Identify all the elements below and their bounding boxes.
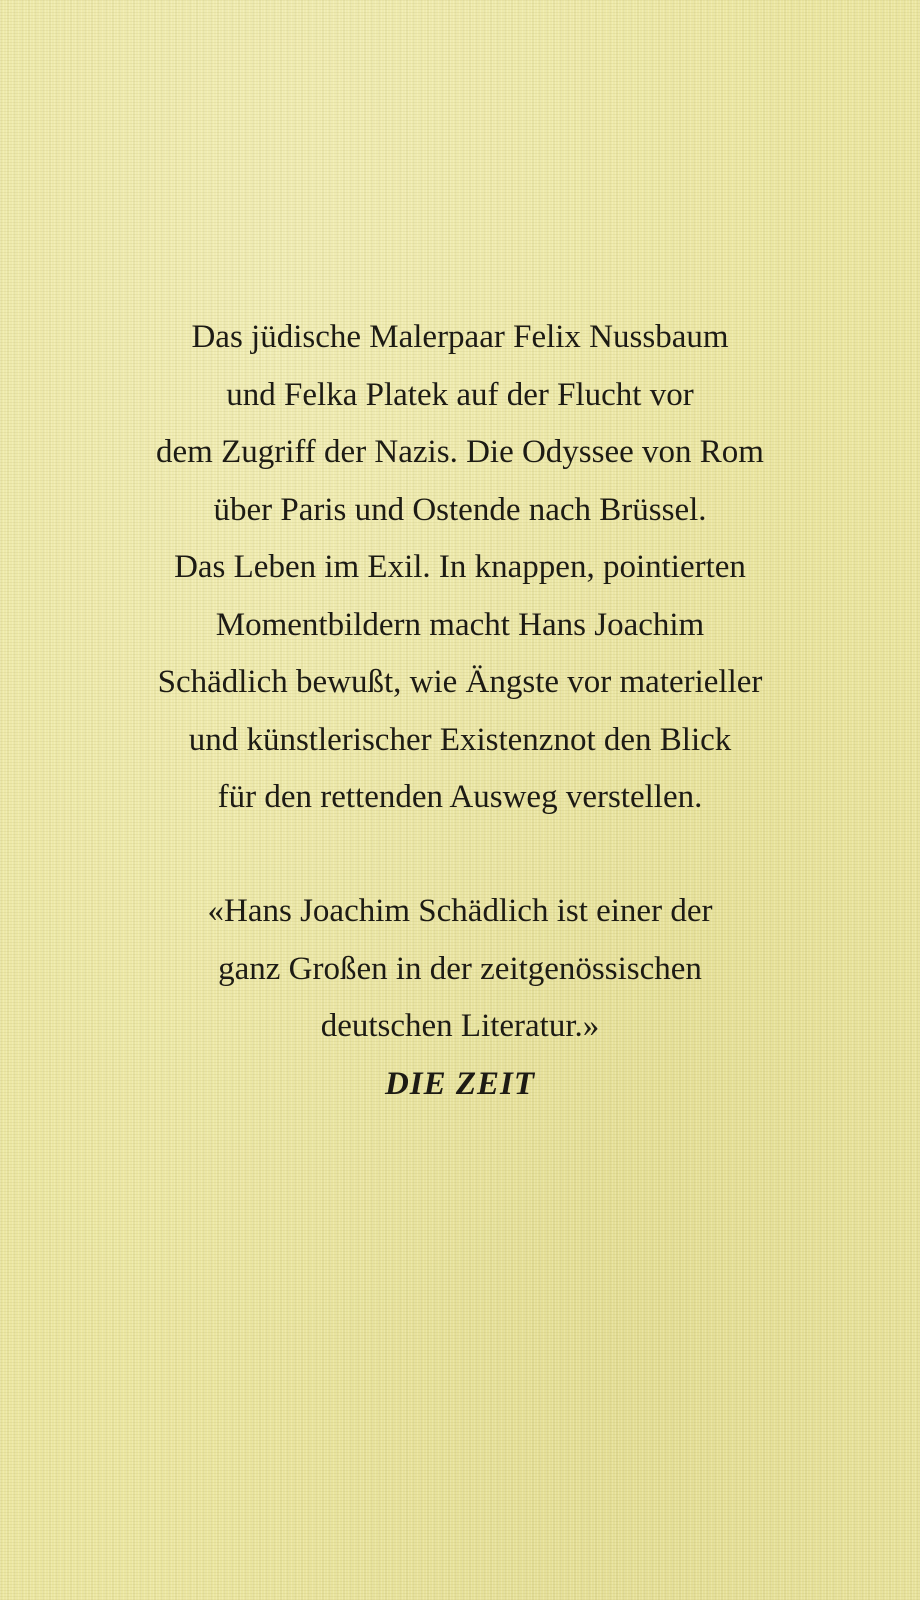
blurb-line: Schädlich bewußt, wie Ängste vor materieller <box>157 664 763 700</box>
blurb-line: und künstlerischer Existenznot den Blick <box>188 721 732 758</box>
review-quote <box>0 883 920 1113</box>
blurb-line: Das Leben im Exil. In knappen, pointierten <box>174 549 746 585</box>
blurb-line: über Paris und Ostende nach Brüssel. <box>213 491 707 528</box>
quote-line: «Hans Joachim Schädlich ist einer der <box>207 893 713 929</box>
blurb-line: und Felka Platek auf der Flucht vor <box>226 376 694 413</box>
quote-line: deutschen Literatur.» <box>320 1008 600 1044</box>
blurb-line: Momentbildern macht Hans Joachim <box>215 606 705 643</box>
quote-source: DIE ZEIT <box>384 1065 536 1102</box>
blurb-line: für den rettenden Ausweg verstellen. <box>217 779 703 815</box>
blurb-line: dem Zugriff der Nazis. Die Odyssee von Rom <box>156 434 764 470</box>
quote-line: ganz Großen in der zeitgenössischen <box>218 950 702 987</box>
blurb-text <box>0 309 920 827</box>
blurb-line: Das jüdische Malerpaar Felix Nussbaum <box>191 319 729 355</box>
